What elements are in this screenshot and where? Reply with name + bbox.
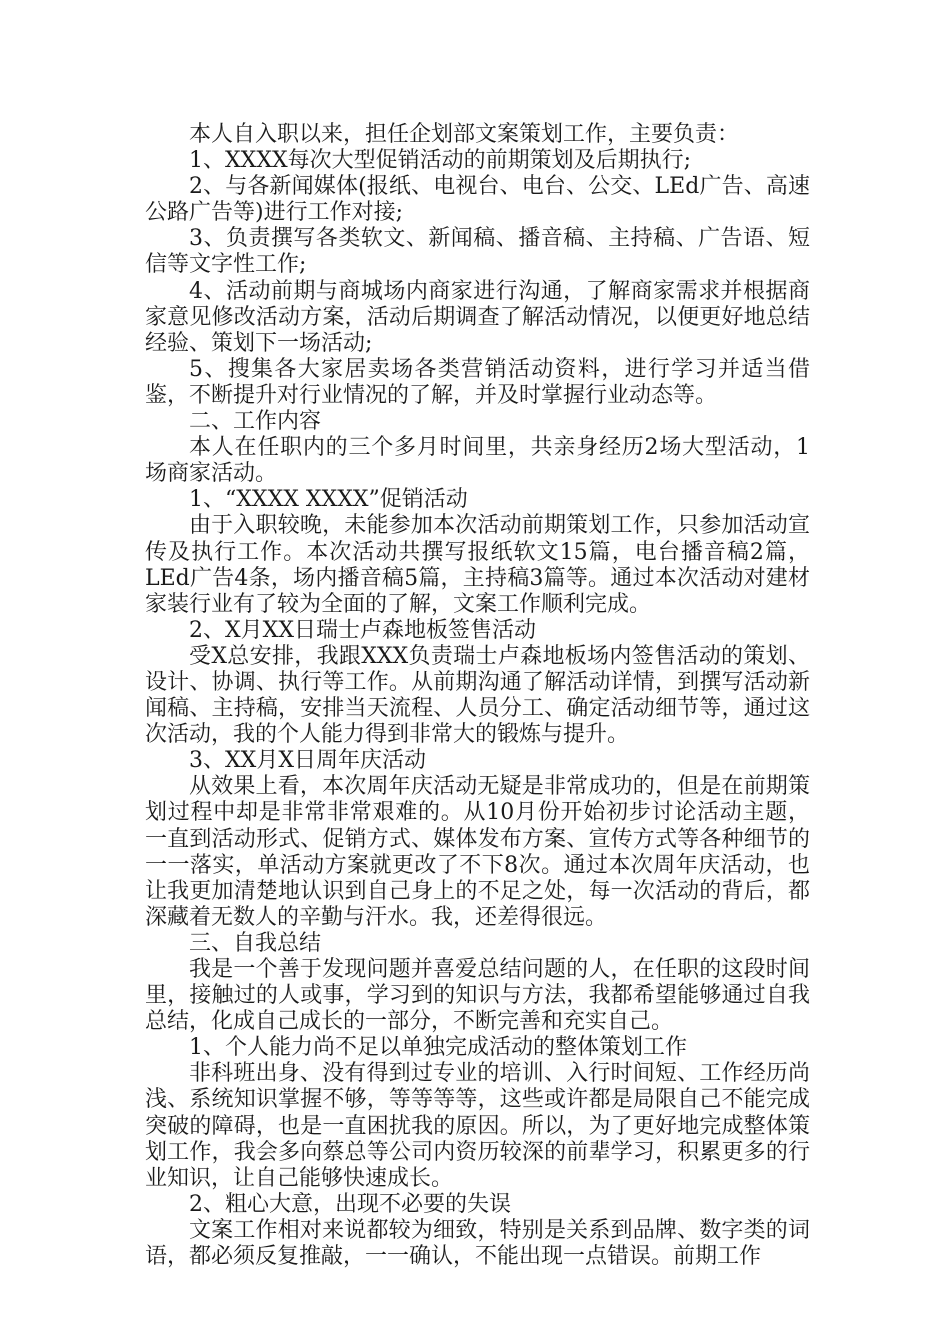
paragraph: 3、负责撰写各类软文、新闻稿、播音稿、主持稿、广告语、短信等文字性工作; — [145, 226, 810, 278]
paragraph: 5、搜集各大家居卖场各类营销活动资料，进行学习并适当借鉴，不断提升对行业情况的了解，并及时掌握行业动态等。 — [145, 356, 810, 408]
paragraph: 从效果上看，本次周年庆活动无疑是非常成功的，但是在前期策划过程中却是非常非常艰难的。从10月份开始初步讨论活动主题，一直到活动形式、促销方式、媒体发布方案、宣传方式等各种细节的一一落实，单活动方案就更改了不下8次。通过本次周年庆活动，也让我更加清楚地认识到自己身上的不足之处，每一次活动的背后，都深藏着无数人的辛勤与汗水。我，还差得很远。 — [145, 774, 810, 930]
section-heading: 三、自我总结 — [189, 930, 322, 956]
paragraph: 本人在任职内的三个多月时间里，共亲身经历2场大型活动，1场商家活动。 — [145, 435, 810, 487]
paragraph: 受X总安排，我跟XXX负责瑞士卢森地板场内签售活动的策划、设计、协调、执行等工作。从前期沟通了解活动详情，到撰写活动新闻稿、主持稿，安排当天流程、人员分工、确定活动细节等，通过这次活动，我的个人能力得到非常大的锻炼与提升。 — [145, 643, 810, 748]
paragraph: 4、活动前期与商城场内商家进行沟通，了解商家需求并根据商家意见修改活动方案，活动后期调查了解活动情况，以便更好地总结经验、策划下一场活动; — [145, 278, 810, 356]
subsection-heading: 1、个人能力尚不足以单独完成活动的整体策划工作 — [189, 1035, 687, 1061]
subsection-heading: 2、粗心大意，出现不必要的失误 — [189, 1191, 511, 1217]
section-heading: 二、工作内容 — [189, 409, 322, 435]
subsection-heading: 3、XX月X日周年庆活动 — [189, 748, 426, 774]
paragraph: 1、XXXX每次大型促销活动的前期策划及后期执行; — [189, 148, 692, 174]
paragraph: 由于入职较晚，未能参加本次活动前期策划工作，只参加活动宣传及执行工作。本次活动共撰写报纸软文15篇，电台播音稿2篇，LEd广告4条，场内播音稿5篇，主持稿3篇等。通过本次活动对建材家装行业有了较为全面的了解，文案工作顺利完成。 — [145, 513, 810, 617]
paragraph: 2、与各新闻媒体(报纸、电视台、电台、公交、LEd广告、高速公路广告等)进行工作对接; — [145, 174, 810, 226]
paragraph: 非科班出身、没有得到过专业的培训、入行时间短、工作经历尚浅、系统知识掌握不够，等等等等，这些或许都是局限自己不能完成突破的障碍，也是一直困扰我的原因。所以，为了更好地完成整体策划工作，我会多向蔡总等公司内资历较深的前辈学习，积累更多的行业知识，让自己能够快速成长。 — [145, 1061, 810, 1191]
paragraph: 文案工作相对来说都较为细致，特别是关系到品牌、数字类的词语，都必须反复推敲，一一确认，不能出现一点错误。前期工作 — [145, 1217, 810, 1270]
subsection-heading: 1、“XXXX XXXX”促销活动 — [189, 487, 468, 513]
subsection-heading: 2、X月XX日瑞士卢森地板签售活动 — [189, 617, 536, 643]
document-body — [145, 122, 810, 1270]
paragraph: 本人自入职以来，担任企划部文案策划工作，主要负责： — [189, 122, 740, 147]
paragraph: 我是一个善于发现问题并喜爱总结问题的人，在任职的这段时间里，接触过的人或事，学习到的知识与方法，我都希望能够通过自我总结，化成自己成长的一部分，不断完善和充实自己。 — [145, 957, 810, 1035]
